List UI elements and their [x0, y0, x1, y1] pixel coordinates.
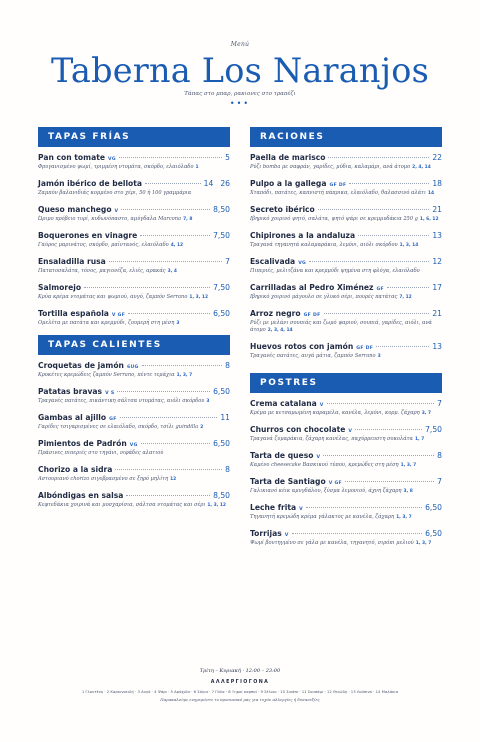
dish-description-text: Γαύρος μαρινάτος, σκόρδο, μαϊντανός, ελαιόλαδο	[38, 242, 169, 248]
dish-name: Tarta de queso	[250, 450, 314, 460]
dish-price-large: 26	[220, 179, 230, 188]
dish-name: Queso manchego	[38, 205, 112, 214]
dish-description-text: Χταπόδι, πατάτες, καπνιστή πάπρικα, ελαιόλαδο, θαλασσινό αλάτι	[250, 190, 426, 196]
dish-description	[250, 164, 442, 171]
dish-description	[250, 294, 442, 301]
dish-description	[250, 410, 442, 417]
dietary-tag: GF	[109, 417, 117, 422]
dish-name: Ensaladilla rusa	[38, 257, 106, 266]
dotted-leader	[309, 261, 429, 262]
dietary-tag: V GF	[111, 313, 126, 318]
dotted-leader	[327, 403, 435, 404]
menu-item	[38, 439, 230, 457]
menu-item	[38, 465, 230, 483]
allergen-codes: 3, 7	[421, 410, 432, 416]
dotted-leader	[318, 209, 430, 210]
dish-price: 7,50	[425, 424, 442, 434]
dish-price: 21	[432, 205, 442, 214]
allergen-codes: 1, 3, 12	[189, 295, 209, 300]
dish-price: 12	[432, 257, 442, 266]
dish-name: Croquetas de jamón	[38, 361, 124, 370]
menu-item	[250, 283, 442, 301]
dish-description-text: Τραγανές πατάτες, αυγά μάτια, ζαμπόν Serrano	[250, 353, 376, 360]
dish-name: Albóndigas en salsa	[38, 491, 124, 500]
section-heading-raciones: RACIONES	[250, 127, 442, 147]
dish-price: 21	[432, 309, 442, 318]
dietary-tag: V	[319, 402, 324, 408]
allergen-codes: 3, 4	[167, 269, 177, 274]
menu-item-line	[250, 283, 442, 292]
dish-name: Escalivada	[250, 257, 296, 266]
section-heading-postres: POSTRES	[250, 373, 442, 393]
dish-price: 7,50	[213, 283, 230, 292]
dish-price: 6,50	[425, 528, 442, 538]
dish-description	[38, 398, 230, 405]
dietary-tag: V	[284, 532, 289, 538]
menu-item-line	[250, 503, 442, 512]
menu-item-line	[38, 179, 230, 188]
dotted-leader	[145, 183, 201, 184]
dish-description	[38, 476, 230, 483]
dish-name: Tarta de Santiago	[250, 476, 326, 486]
dish-description-text: Ρύζι με μελάνι σουπιάς και ζωμό ψαριού, σουπιά, γαρίδες, αιόλι, ανά άτομο	[250, 320, 432, 334]
dish-description	[38, 164, 230, 171]
allergen-codes: 1, 6, 12	[419, 217, 439, 222]
dish-price: 8	[437, 450, 442, 460]
dish-description	[38, 190, 230, 197]
dish-description	[250, 320, 442, 335]
menu-item	[38, 309, 230, 327]
dish-name: Carrilladas al Pedro Ximénez	[250, 283, 374, 292]
dish-name: Paella de marisco	[250, 153, 326, 162]
menu-item	[250, 399, 442, 417]
dish-description-text: Πράσινες πιπεριές στο τηγάνι, νιφάδες αλατιού	[38, 450, 164, 456]
allergen-codes: 7, 8	[183, 217, 193, 222]
dish-description-text: Ώριμο πρόβειο τυρί, κυδωνόπαστο, αμύγδαλα Marcona	[38, 216, 182, 222]
dietary-tag: GF DF	[356, 346, 374, 352]
menu-item	[250, 529, 442, 547]
allergen-codes: 1, 3, 7	[415, 540, 432, 546]
menu-item	[38, 413, 230, 431]
dish-price: 7	[225, 257, 230, 266]
dotted-leader	[387, 287, 429, 288]
tapas-calientes-list	[38, 361, 230, 509]
dish-price: 13	[432, 342, 442, 352]
dish-description-text: Ψωμί βουτηγμένο σε γάλα με κανέλα, τηγανητό, σιρόπι μελιού	[250, 539, 414, 546]
allergen-codes: 1, 3, 14	[399, 243, 419, 248]
dish-price: 13	[432, 231, 442, 240]
menu-item-line	[250, 399, 442, 408]
dish-description	[38, 242, 230, 249]
raciones-list	[250, 153, 442, 361]
dish-name: Pimientos de Padrón	[38, 439, 127, 448]
dotted-leader	[306, 507, 422, 508]
menu-item-line	[38, 491, 230, 500]
dish-description-text: Ιβηρικό χοιρινό μάγουλο σε γλυκό σέρι, πουρές πατάτας	[250, 294, 398, 300]
menu-item-line	[38, 361, 230, 370]
dish-description-text: Τραγανά τηγανητά καλαμαράκια, λεμόνι, αιόλι σκόρδου	[250, 242, 398, 248]
dotted-leader	[328, 157, 429, 158]
dish-price: 6,50	[425, 502, 442, 512]
dish-description-text: Κρύα κρέμα ντομάτας και ψωμιού, αυγό, ζαμπόν Serrano	[38, 294, 188, 300]
allergen-codes: 3	[176, 321, 180, 326]
menu-item	[38, 153, 230, 171]
allergen-codes: 1, 7	[414, 436, 425, 442]
dish-description	[38, 268, 230, 275]
menu-item	[250, 425, 442, 443]
dish-price: 5	[225, 153, 230, 162]
dietary-tag: V S	[105, 391, 115, 396]
menu-item	[250, 153, 442, 171]
dotted-leader	[109, 261, 222, 262]
allergen-codes: 2, 3, 4, 14	[267, 328, 293, 334]
dish-name: Chipirones a la andaluza	[250, 231, 356, 240]
dish-description	[38, 216, 230, 223]
dotted-leader	[117, 391, 210, 392]
dish-description	[250, 488, 442, 495]
dietary-tag: 6UG	[126, 365, 139, 370]
menu-eyebrow: Menú	[230, 41, 250, 48]
dotted-leader	[126, 495, 210, 496]
dish-price: 11	[220, 413, 230, 422]
allergen-note: Παρακαλούμε ενημερώστε το προσωπικό μας για τυχόν αλλεργίες ή δυσανεξίες	[160, 697, 320, 702]
dish-description-text: Ρύζι bomba με σαφράν, γαρίδες, μύδια, καλαμάρι, ανά άτομο	[250, 164, 411, 170]
dotted-leader	[349, 183, 429, 184]
dish-description	[250, 514, 442, 521]
left-column	[38, 127, 230, 517]
dotted-leader	[140, 235, 210, 236]
allergen-codes: 3	[206, 399, 210, 404]
dietary-tag: V GF	[328, 480, 342, 486]
dish-description-text: Κρέμα με κετσαμωμένη καραμέλα, κανέλα, λεμόνι, κορμ. ζάχαρη	[250, 409, 420, 416]
dish-name: Gambas al ajillo	[38, 413, 107, 422]
dietary-tag: GF	[376, 287, 384, 292]
dietary-tag: VG	[298, 261, 307, 266]
dish-price: 17	[432, 283, 442, 292]
allergen-codes: 1, 3, 7	[400, 462, 417, 468]
dotted-leader	[128, 313, 210, 314]
dotted-leader	[323, 455, 434, 456]
menu-item-line	[38, 439, 230, 448]
menu-item	[250, 231, 442, 249]
menu-item-line	[250, 257, 442, 266]
dish-name: Boquerones en vinagre	[38, 231, 138, 240]
menu-item-line	[250, 425, 442, 434]
section-heading-tapas-frias: TAPAS FRÍAS	[38, 127, 230, 147]
dish-name: Huevos rotos con jamón	[250, 342, 354, 352]
allergen-codes: 1	[195, 165, 199, 170]
dietary-tag: GF DF	[329, 183, 347, 188]
menu-item	[38, 387, 230, 405]
dish-description	[250, 190, 442, 197]
dish-description	[38, 294, 230, 301]
dish-description	[38, 424, 230, 431]
restaurant-title: Taberna Los Naranjos	[50, 51, 430, 90]
dish-description-text: Ιβηρικό χοιρινό ψητό, σαλάτα, ψητό ψάρι σε κρεμμυδάκια 250 g	[250, 216, 418, 222]
menu-item	[38, 283, 230, 301]
dotted-leader	[121, 209, 210, 210]
dish-description-text: Γαλικιανό κέικ αμυγδάλου, ξύσμα λεμονιού, άχνη ζάχαρη	[250, 487, 402, 494]
dish-description	[38, 372, 230, 379]
menu-item-line	[250, 342, 442, 351]
menu-item-line	[250, 179, 442, 188]
dish-name: Crema catalana	[250, 398, 317, 408]
menu-item-line	[38, 231, 230, 240]
dish-description-text: Ζαμπόν βαλανιδιάς κομμένο στο χέρι, 50 ή 100 γραμμάρια	[38, 190, 192, 196]
menu-item-line	[38, 205, 230, 214]
dish-price: 8	[225, 361, 230, 370]
dish-name: Patatas bravas	[38, 387, 103, 396]
dish-name: Churros con chocolate	[250, 424, 346, 434]
allergen-codes: 12	[170, 477, 177, 482]
allergen-codes: 3	[377, 354, 381, 360]
dish-price: 8,50	[213, 205, 230, 214]
dish-name: Chorizo a la sidra	[38, 465, 113, 474]
dish-description-text: Τραγανές πατάτες, πικάντικη σάλτσα ντομάτας, αιόλι σκόρδου	[38, 398, 205, 404]
menu-item-line	[250, 529, 442, 538]
allergen-codes: 4, 12	[170, 243, 184, 248]
dish-price: 6,50	[213, 309, 230, 318]
menu-item-line	[250, 153, 442, 162]
menu-item	[38, 491, 230, 509]
opening-hours: Τρίτη – Κυριακή · 12:00 – 23:00	[199, 668, 281, 674]
allergen-codes: 1, 3, 7	[396, 514, 412, 520]
menu-item-line	[38, 309, 230, 318]
menu-item	[250, 309, 442, 335]
dish-description	[250, 540, 442, 547]
right-column	[250, 127, 442, 555]
dish-price: 8,50	[213, 491, 230, 500]
dish-name: Pulpo a la gallega	[250, 179, 327, 188]
dish-description-text: Καμένο cheesecake Βασκικού τύπου, κρεμώδες στη μέση	[250, 461, 399, 468]
dish-price: 14	[203, 179, 214, 188]
allergen-codes: 1, 3, 7	[176, 373, 193, 378]
dish-description-text: Τηγανητή κρεμώδη κρέμα γάλακτος με κανέλα, ζάχαρη	[250, 513, 395, 520]
dish-price: 8	[225, 465, 230, 474]
dish-description	[38, 450, 230, 457]
dish-description	[250, 242, 442, 249]
tapas-frias-list	[38, 153, 230, 327]
dietary-tag: V	[316, 454, 321, 460]
dish-price: 7	[437, 398, 442, 408]
menu-item-line	[38, 387, 230, 396]
dotted-leader	[84, 287, 210, 288]
dish-description	[38, 320, 230, 327]
dish-description	[250, 462, 442, 469]
dish-description-text: Ομελέτα με πατάτα και κρεμμύδι, ζουμερή στη μέση	[38, 320, 175, 326]
dish-name: Secreto ibérico	[250, 205, 315, 214]
menu-item	[250, 205, 442, 223]
menu-item	[250, 257, 442, 275]
allergen-codes: 7, 12	[399, 295, 412, 300]
dotted-leader	[292, 533, 422, 534]
title-ornament: •••	[229, 99, 251, 108]
menu-item	[250, 503, 442, 521]
restaurant-subtitle: Τάπας στο μπαρ, ρακιονες στο τραπέζι	[184, 91, 296, 97]
dotted-leader	[119, 157, 222, 158]
allergen-codes: 1, 3, 12	[207, 503, 226, 508]
allergen-list: 1 Γλουτένη · 2 Καρκινοειδή · 3 Αυγό · 4 Ψάρι · 5 Αράχιδα · 6 Σόγια · 7 Γάλα · 8 Ξηροί καρποί · 9 Σέλινο · 10 Σινάπι · 11 Σουσάμι · 12 Θειώδη · 13 Λούπινο · 14 Μαλάκια	[81, 689, 399, 694]
postres-list	[250, 399, 442, 547]
dish-description-text: Γαρίδες τσιγαρισμένες σε ελαιόλαδο, σκόρδο, τσίλι guindilla	[38, 424, 199, 430]
menu-item-line	[38, 283, 230, 292]
dotted-leader	[120, 417, 218, 418]
menu-item-line	[250, 309, 442, 318]
dotted-leader	[324, 313, 430, 314]
menu-item-line	[250, 477, 442, 486]
menu-item	[250, 477, 442, 495]
dish-description	[250, 353, 442, 360]
dish-price: 18	[432, 179, 442, 188]
dish-description	[250, 436, 442, 443]
dish-name: Leche frita	[250, 502, 297, 512]
menu-item	[38, 231, 230, 249]
section-heading-tapas-calientes: TAPAS CALIENTES	[38, 335, 230, 355]
allergen-codes: 2	[200, 425, 204, 430]
dish-price: 7,50	[213, 231, 230, 240]
dietary-tag: VG	[107, 157, 116, 162]
dish-description	[250, 216, 442, 223]
dotted-leader	[141, 443, 210, 444]
menu-item-line	[250, 231, 442, 240]
menu-item	[38, 205, 230, 223]
dotted-leader	[358, 235, 429, 236]
dish-name: Arroz negro	[250, 309, 301, 318]
menu-item-line	[250, 205, 442, 214]
dish-name: Pan con tomate	[38, 153, 105, 162]
menu-item	[250, 179, 442, 197]
dish-description-text: Τραγανά ζυμαράκια, ζάχαρη κανέλας, παχύρρευστη σοκολάτα	[250, 435, 413, 442]
dietary-tag: V	[348, 428, 353, 434]
allergen-codes: 14	[427, 191, 435, 196]
dish-name: Torrijas	[250, 528, 282, 538]
dish-name: Tortilla española	[38, 309, 109, 318]
dish-description-text: Πιπεριές, μελιτζάνα και κρεμμύδι ψημένα στη φλόγα, ελαιόλαδο	[250, 268, 420, 274]
dotted-leader	[376, 346, 429, 347]
menu-item-line	[38, 257, 230, 266]
dotted-leader	[355, 429, 422, 430]
dotted-leader	[142, 365, 223, 366]
dietary-tag: VG	[129, 443, 138, 448]
allergen-heading: ΑΛΛΕΡΓΙΟΓΟΝΑ	[210, 680, 270, 685]
dish-name: Jamón ibérico de bellota	[38, 179, 143, 188]
menu-item-line	[38, 413, 230, 422]
menu-item-line	[250, 451, 442, 460]
dish-price: 22	[432, 153, 442, 162]
allergen-codes: 3, 8	[403, 488, 413, 494]
menu-item	[38, 179, 230, 197]
menu-item	[250, 451, 442, 469]
dish-description	[38, 502, 230, 509]
dish-price: 6,50	[213, 387, 230, 396]
dish-description-text: Κεφτεδάκια χοιρινά και μοσχαρίσια, σάλτσα ντομάτας και σέρι	[38, 502, 206, 508]
dish-description	[250, 268, 442, 275]
dietary-tag: V	[114, 209, 119, 214]
allergen-codes: 2, 4, 14	[412, 165, 431, 170]
menu-item	[38, 257, 230, 275]
dish-price: 7	[437, 476, 442, 486]
dish-description-text: Πατατοσαλάτα, τόνος, μαγιονέζα, ελιές, αρακάς	[38, 268, 166, 274]
dish-description-text: Κροκέτες κρεμώδεις ζαμπόν Serrano, πέντε τεμάχια	[38, 372, 175, 378]
menu-item-line	[38, 465, 230, 474]
menu-item	[250, 342, 442, 360]
dish-name: Salmorejo	[38, 283, 82, 292]
dish-description-text: Φρυγανισμένο ψωμί, τριμμένη ντομάτα, σκόρδο, ελαιόλαδο	[38, 164, 194, 170]
dish-description-text: Αστουριανό chorizo σιγοβρασμένο σε ξηρό μηλίτη	[38, 476, 169, 482]
menu-item-line	[38, 153, 230, 162]
menu-item	[38, 361, 230, 379]
dish-price: 6,50	[213, 439, 230, 448]
dotted-leader	[345, 481, 434, 482]
dotted-leader	[115, 469, 222, 470]
dietary-tag: GF DF	[303, 313, 321, 318]
dietary-tag: V	[299, 506, 303, 512]
